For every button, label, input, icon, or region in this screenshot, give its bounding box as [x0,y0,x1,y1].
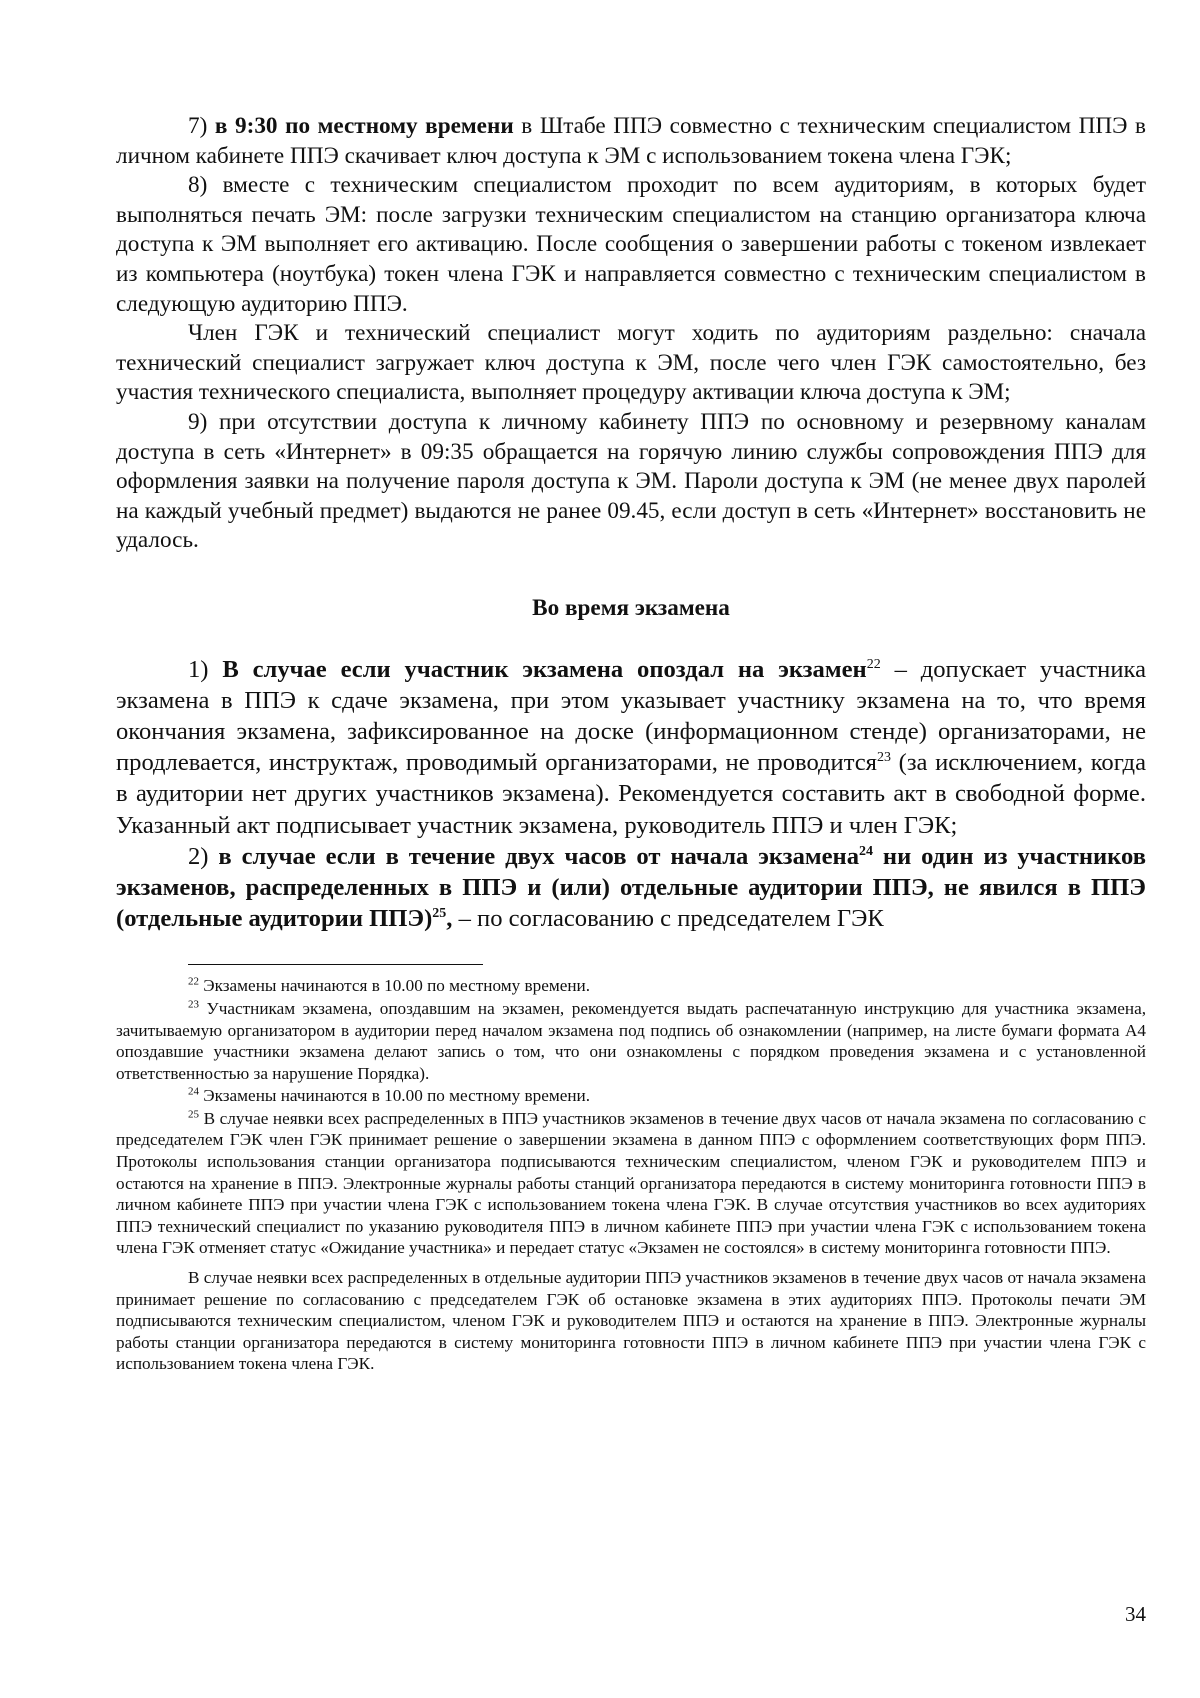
footnote-25-continued: В случае неявки всех распределенных в отдельные аудитории ППЭ участников экзаменов в течение двух часов от начала экзамена принимает решение по согласованию с председателем ГЭК об остановке экзамена в этих аудиториях ППЭ. Протоколы печати ЭМ подписываются техническим специалистом, членом ГЭК и руководителем ППЭ и остаются на хранение в ППЭ. Электронные журналы работы станции организатора передаются в систему мониторинга готовности ППЭ в личном кабинете ППЭ при участии члена ГЭК с использованием токена члена ГЭК. [116,1268,1146,1374]
document-page [116,112,1146,1375]
paragraph-item-8: 8) вместе с техническим специалистом проходит по всем аудиториям, в которых будет выполняться печать ЭМ: после загрузки техническим специалистом на станцию организатора ключа доступа к ЭМ выполняет его активацию. После сообщения о завершении работы с токеном извлекает из компьютера (ноутбука) токен члена ГЭК и направляется совместно с техническим специалистом в следующую аудиторию ППЭ. [116,172,1146,317]
footnote-ref-23[interactable]: 23 [877,749,891,765]
paragraph-exam-2: 2) в случае если в течение двух часов от начала экзамена$^{24}$ ни один из участников экзаменов, распределенных в ППЭ и (или) отдельные аудитории ППЭ, не явился в ППЭ (отдельные аудитории ППЭ)$^{25}$, – по согласованию с председателем ГЭК [116,842,1146,933]
footnote-24: $^{24}$ Экзамены начинаются в 10.00 по местному времени. [188,1085,591,1106]
paragraph-exam-1: 1) В случае если участник экзамена опоздал на экзамен$^{22}$ – допускает участника экзамена в ППЭ к сдаче экзамена, при этом указывает участнику экзамена на то, что время окончания экзамена, зафиксированное на доске (информационном стенде) организаторами, не продлевается, инструктаж, проводимый организаторами, не проводится$^{23}$ (за исключением, когда в аудитории нет других участников экзамена). Рекомендуется составить акт в свободной форме. Указанный акт подписывает участник экзамена, руководитель ППЭ и член ГЭК; [116,655,1146,839]
footnote-ref-22[interactable]: 22 [866,656,881,672]
footnote-ref-24[interactable]: 24 [859,843,873,859]
footnote-ref-25[interactable]: 25 [432,905,447,921]
bold-time: в 9:30 по местному времени [214,113,514,139]
footnote-separator [188,964,483,965]
footnote-25: $^{25}$ В случае неявки всех распределенных в ППЭ участников экзаменов в течение двух часов от начала экзамена по согласованию с председателем ГЭК член ГЭК принимает решение о завершении экзамена в данном ППЭ с оформлением соответствующих форм ППЭ. Протоколы использования станции организатора подписываются техническим специалистом, членом ГЭК и руководителем ППЭ и остаются на хранение в ППЭ. Электронные журналы работы станций организатора передаются в систему мониторинга готовности ППЭ в личном кабинете ППЭ при участии члена ГЭК с использованием токена члена ГЭК. В случае отсутствия участников во всех аудиториях ППЭ технический специалист по указанию руководителя ППЭ в личном кабинете ППЭ при участии члена ГЭК с использованием токена члена ГЭК отменяет статус «Ожидание участника» и передает статус «Экзамен не состоялся» в систему мониторинга готовности ППЭ. [116,1108,1146,1258]
footnote-22: $^{22}$ Экзамены начинаются в 10.00 по местному времени. [188,975,591,996]
section-heading: Во время экзамена [532,594,730,621]
footnote-23: $^{23}$ Участникам экзамена, опоздавшим на экзамен, рекомендуется выдать распечатанную инструкцию для участника экзамена, зачитываемую организатором в аудитории перед началом экзамена под подпись об ознакомлении (например, на листе бумаги формата А4 опоздавшие участники экзамена делают запись о том, что они ознакомлены с порядком проведения экзамена и с установленной ответственностью за нарушение Порядка). [116,998,1146,1083]
paragraph-item-8-note: Член ГЭК и технический специалист могут ходить по аудиториям раздельно: сначала технический специалист загружает ключ доступа к ЭМ, после чего член ГЭК самостоятельно, без участия технического специалиста, выполняет процедуру активации ключа доступа к ЭМ; [116,320,1146,406]
page-number: 34 [1125,1602,1146,1626]
paragraph-item-9: 9) при отсутствии доступа к личному кабинету ППЭ по основному и резервному каналам доступа в сеть «Интернет» в 09:35 обращается на горячую линию службы сопровождения ППЭ для оформления заявки на получение пароля доступа к ЭМ. Пароли доступа к ЭМ (не менее двух паролей на каждый учебный предмет) выдаются не ранее 09.45, если доступ в сеть «Интернет» восстановить не удалось. [116,408,1146,554]
paragraph-item-7: 7) в 9:30 по местному времени в Штабе ППЭ совместно с техническим специалистом ППЭ в личном кабинете ППЭ скачивает ключ доступа к ЭМ с использованием токена члена ГЭК; [116,113,1146,169]
